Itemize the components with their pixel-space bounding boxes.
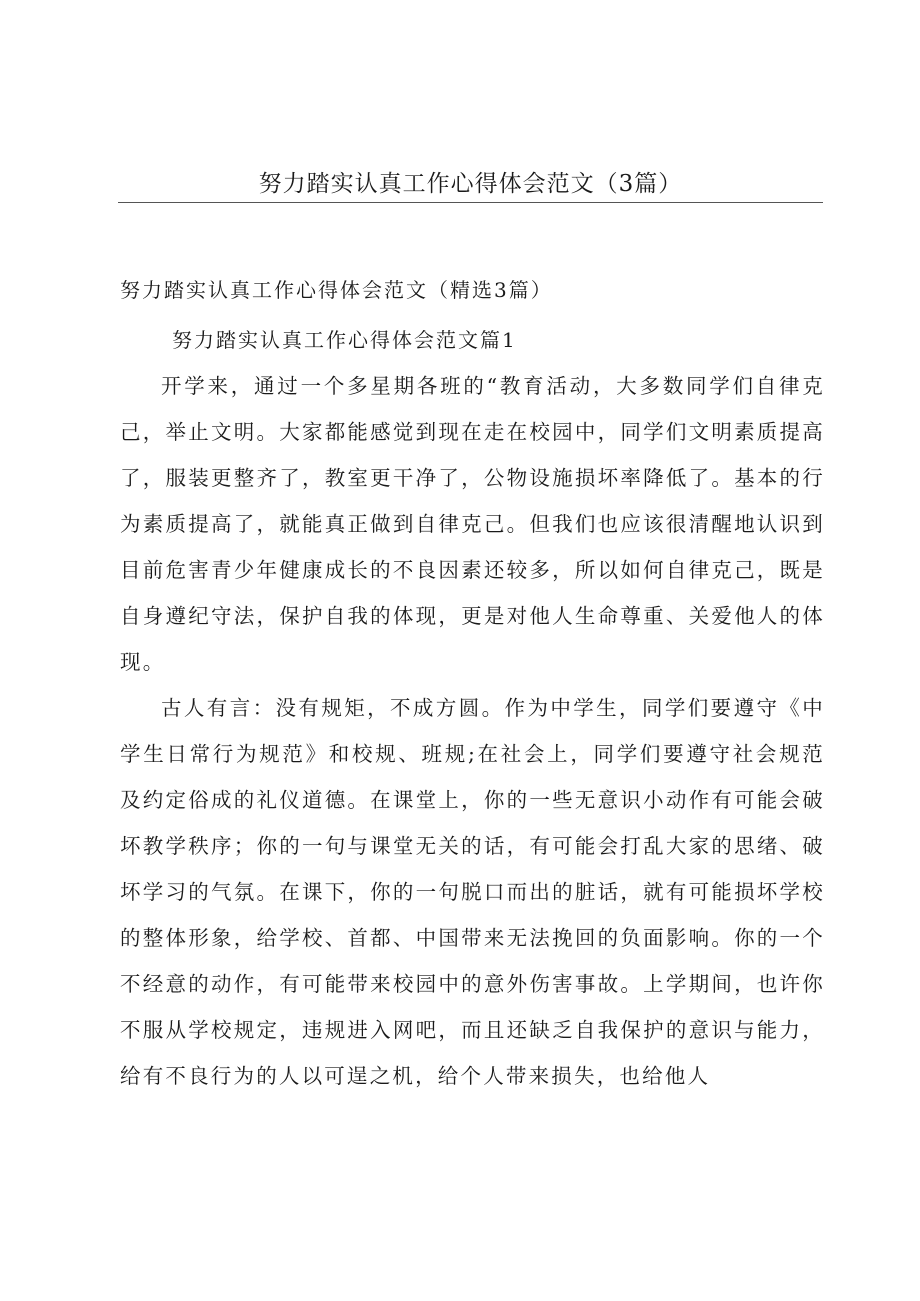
article-heading: 努力踏实认真工作心得体会范文篇1 <box>172 328 517 352</box>
document-subtitle: 努力踏实认真工作心得体会范文（精选3篇） <box>120 278 553 302</box>
article-body <box>120 363 825 1099</box>
paragraph-2: 古人有言：没有规矩，不成方圆。作为中学生，同学们要遵守《中学生日常行为规范》和校规、班规;在社会上，同学们要遵守社会规范及约定俗成的礼仪道德。在课堂上，你的一些无意识小动作有可能会破坏教学秩序；你的一句与课堂无关的话，有可能会打乱大家的思绪、破坏学习的气氛。在课下，你的一句脱口而出的脏话，就有可能损坏学校的整体形象，给学校、首都、中国带来无法挽回的负面影响。你的一个不经意的动作，有可能带来校园中的意外伤害事故。上学期间，也许你不服从学校规定，违规进入网吧，而且还缺乏自我保护的意识与能力，给有不良行为的人以可逞之机，给个人带来损失，也给他人 <box>120 696 825 1088</box>
document-title: 努力踏实认真工作心得体会范文（3篇） <box>258 171 683 197</box>
paragraph-1: 开学来，通过一个多星期各班的“教育活动，大多数同学们自律克己，举止文明。大家都能感觉到现在走在校园中，同学们文明素质提高了，服装更整齐了，教室更干净了，公物设施损坏率降低了。基本的行为素质提高了，就能真正做到自律克己。但我们也应该很清醒地认识到目前危害青少年健康成长的不良因素还较多，所以如何自律克己，既是自身遵纪守法，保护自我的体现，更是对他人生命尊重、关爱他人的体现。 <box>120 374 825 674</box>
title-underline <box>118 202 823 203</box>
